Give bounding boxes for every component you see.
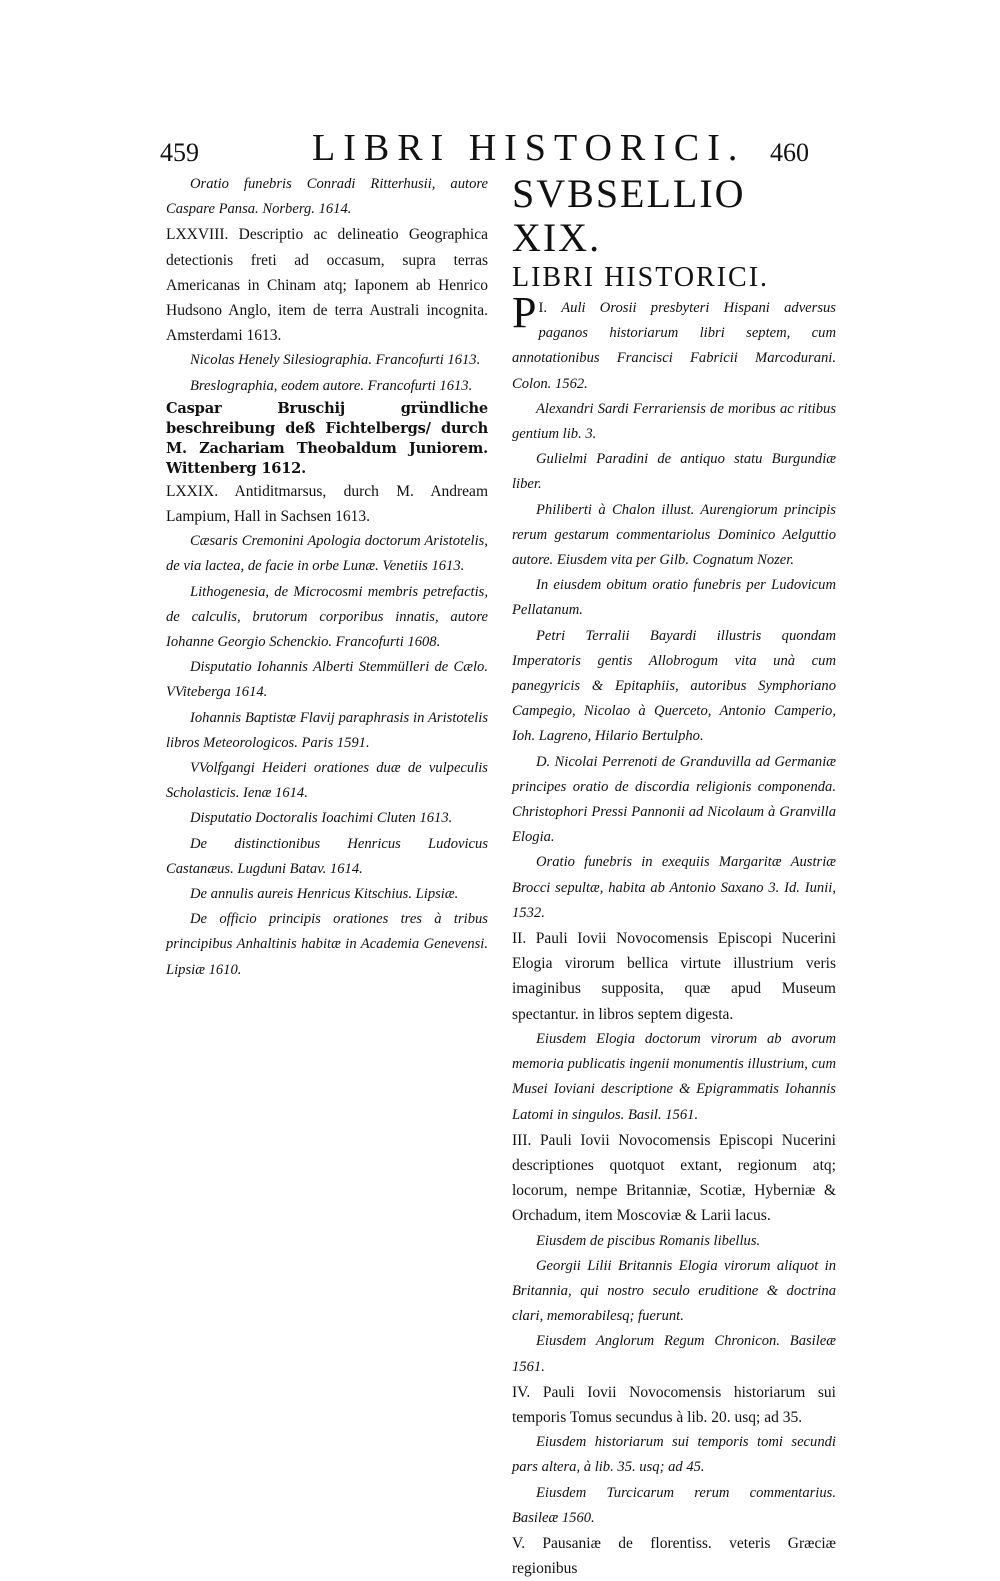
running-head: LIBRI HISTORICI. [312,127,746,169]
bibliography-entry: De annulis aureis Henricus Kitschius. Lipsiæ. [190,886,459,903]
bibliography-entry: Caspar Bruschij gründliche beschreibung deß Fichtelbergs/ durch M. Zachariam Theobaldum Juniorem. Wittenberg 1612. [166,399,488,477]
bibliography-entry: Nicolas Henely Silesiographia. Francofurti 1613. [190,352,481,369]
bibliography-entry: Oratio funebris Conradi Ritterhusii, autore Caspare Pansa. Norberg. 1614. [166,176,488,218]
bibliography-entry: Eiusdem Elogia doctorum virorum ab avorum memoria publicatis ingenii monumentis illustrium, cum Musei Ioviani descriptione & Epigrammatis Iohannis Latomi in singulos. Basil. 1561. [512,1030,836,1123]
bibliography-entry: Eiusdem Anglorum Regum Chronicon. Basileæ 1561. [512,1333,836,1375]
section-subheading: LIBRI HISTORICI. [512,262,770,293]
page-number-left: 459 [160,138,199,167]
drop-cap: P [512,296,537,337]
entry-text: Auli Orosii presbyteri Hispani adversus paganos historiarum libri septem, cum annotationibus Francisci Fabricii Marcodurani. Colon. 1562. [512,300,836,392]
bibliography-entry: Eiusdem historiarum sui temporis tomi secundi pars altera, à lib. 35. usq; ad 45. [512,1434,836,1476]
bibliography-entry: Gulielmi Paradini de antiquo statu Burgundiæ liber. [512,451,836,493]
bibliography-entry: Disputatio Doctoralis Ioachimi Cluten 1613. [190,810,453,827]
right-column [512,172,836,1581]
bibliography-entry: Iohannis Baptistæ Flavij paraphrasis in Aristotelis libros Meteorologicos. Paris 1591. [166,709,488,751]
bibliography-entry: Breslographia, eodem autore. Francofurti 1613. [190,377,473,394]
bibliography-entry: Lithogenesia, de Microcosmi membris petrefactis, de calculis, brutorum corporibus innatis, autore Iohanne Georgio Schenckio. Francofurti 1608. [166,583,488,651]
bibliography-entry: LXXIX. Antiditmarsus, durch M. Andream Lampium, Hall in Sachsen 1613. [166,482,488,526]
page-number-right: 460 [770,138,809,167]
bibliography-entry: D. Nicolai Perrenoti de Granduvilla ad Germaniæ principes oratio de discordia religionis componenda. Christophori Pressi Pannonii ad Nicolaum à Granvilla Elogia. [512,753,836,846]
bibliography-entry: LXXVIII. Descriptio ac delineatio Geographica detectionis freti ad occasum, supra terras Americanas in Chinam atq; Iaponem ab Henrico Hudsono Anglo, item de terra Australi incognita. Amsterdami 1613. [166,226,488,345]
section-heading: SVBSELLIO XIX. [512,171,746,260]
bibliography-entry: VVolfgangi Heideri orationes duæ de vulpeculis Scholasticis. Ienæ 1614. [166,760,488,802]
bibliography-entry: Alexandri Sardi Ferrariensis de moribus ac ritibus gentium lib. 3. [512,400,836,443]
bibliography-entry: Eiusdem de piscibus Romanis libellus. [536,1232,761,1249]
bibliography-entry: II. Pauli Iovii Novocomensis Episcopi Nucerini Elogia virorum bellica virtute illustrium veris imaginibus supposita, quæ apud Museum spectantur. in libros septem digesta. [512,930,836,1023]
bibliography-entry: Petri Terralii Bayardi illustris quondam Imperatoris gentis Allobrogum vita unà cum panegyricis & Epitaphiis, autoribus Symphoriano Campegio, Nicolao à Querceto, Antonio Camperio, Ioh. Lagreno, Hilario Bertulpho. [512,627,836,745]
right-entries [512,397,836,1581]
left-column [166,172,488,983]
bibliography-entry: De distinctionibus Henricus Ludovicus Castanæus. Lugduni Batav. 1614. [166,835,488,877]
bibliography-entry: III. Pauli Iovii Novocomensis Episcopi Nucerini descriptiones quotquot extant, regionum atq; locorum, nempe Britanniæ, Scotiæ, Hyberniæ & Orchadum, item Moscoviæ & Larii lacus. [512,1131,836,1225]
bibliography-entry: Georgii Lilii Britannis Elogia virorum aliquot in Britannia, qui nostro seculo eruditione & doctrina clari, memorabilesq; fuerunt. [512,1257,836,1325]
bibliography-entry: Oratio funebris in exequiis Margaritæ Austriæ Brocci sepultæ, habita ab Antonio Saxano 3. Id. Iunii, 1532. [512,854,836,921]
bibliography-entry: Eiusdem Turcicarum rerum commentarius. Basileæ 1560. [512,1484,836,1526]
bibliography-entry: V. Pausaniæ de florentiss. veteris Græciæ regionibus [512,1534,836,1578]
bibliography-entry: De officio principis orationes tres à tribus principibus Anhaltinis habitæ in Academia Genevensi. Lipsiæ 1610. [166,911,488,978]
bibliography-entry: IV. Pauli Iovii Novocomensis historiarum sui temporis Tomus secundus à lib. 20. usq; ad 35. [512,1383,836,1426]
entry-numeral: I. [538,300,547,316]
bibliography-entry: In eiusdem obitum oratio funebris per Ludovicum Pellatanum. [512,577,836,619]
bibliography-entry: Cæsaris Cremonini Apologia doctorum Aristotelis, de via lactea, de facie in orbe Lunæ. Venetiis 1613. [166,533,488,575]
bibliography-entry: Philiberti à Chalon illust. Aurengiorum principis rerum gestarum commentariolus Dominico Aelguttio autore. Eiusdem vita per Gilb. Cognatum Nozer. [512,501,836,569]
bibliography-entry: Disputatio Iohannis Alberti Stemmülleri de Cælo. VViteberga 1614. [166,659,488,701]
first-entry [512,296,836,397]
